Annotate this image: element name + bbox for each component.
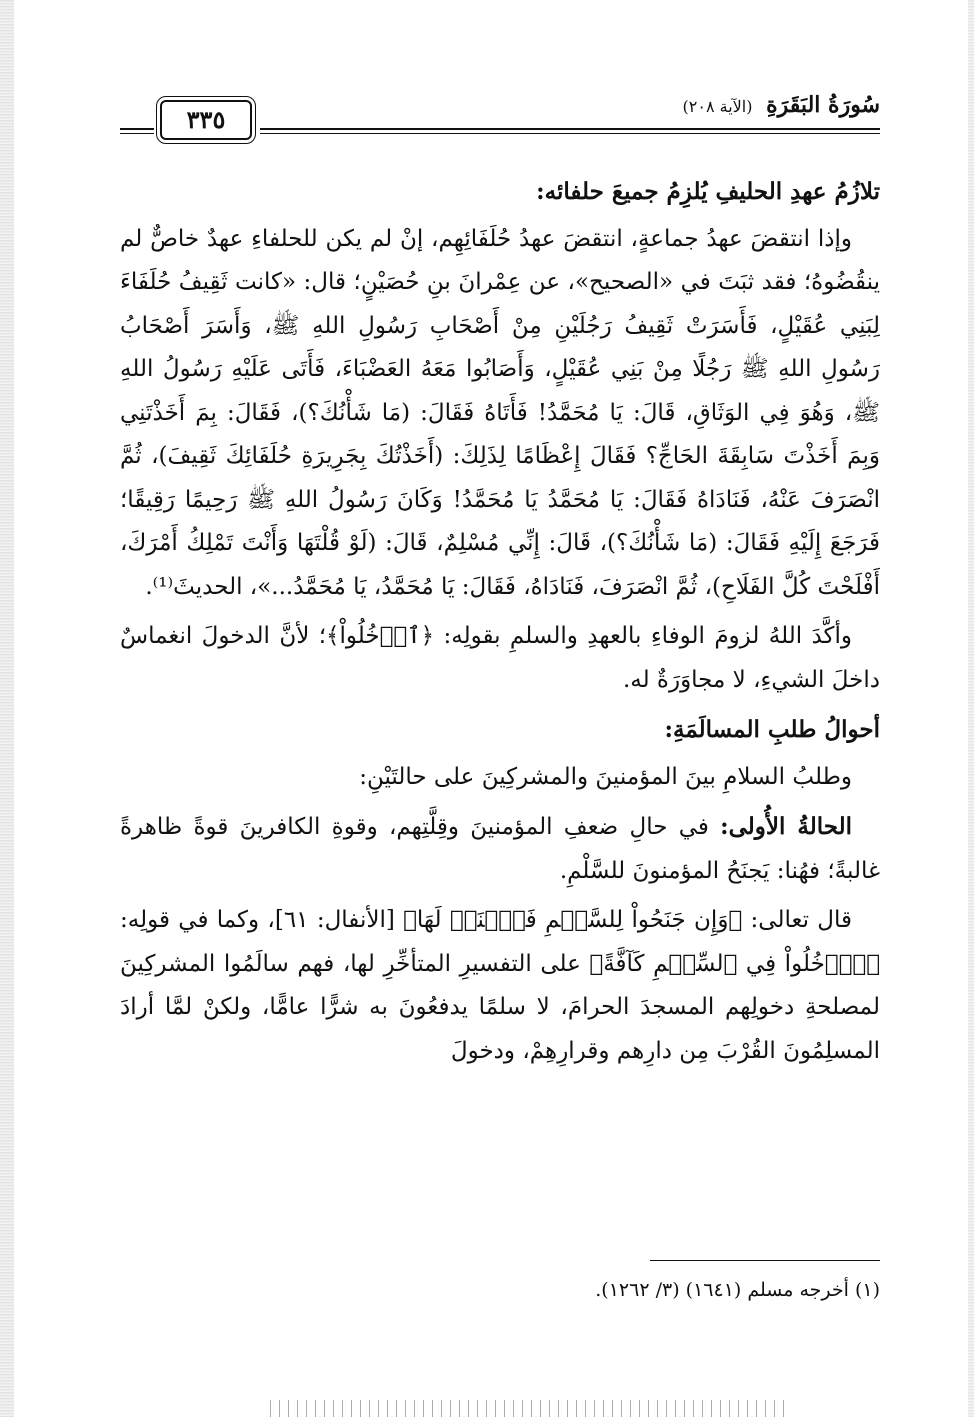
lead-label: الحالةُ الأُولى: — [720, 813, 852, 840]
header-rule — [260, 128, 880, 134]
paragraph: وأكَّدَ اللهُ لزومَ الوفاءِ بالعهدِ والسلمِ بقولِه: ﴿ٱدۡخُلُواْ﴾؛ لأنَّ الدخولَ انغماسٌ داخلَ الشيءِ، لا مجاوَرَةٌ له. — [120, 623, 880, 693]
scan-edge-bottom — [270, 1400, 790, 1417]
paragraph-with-lead — [120, 805, 880, 893]
verse-reference: (الآية ٢٠٨) — [682, 97, 753, 116]
paragraph: وإذا انتقضَ عهدُ جماعةٍ، انتقضَ عهدُ حُلَفَائِهِم، إنْ لم يكن للحلفاءِ عهدٌ خاصٌّ لم ينقُضُوهُ؛ فقد ثبَتَ في «الصحيح»، عن عِمْرانَ بنِ حُصَيْنٍ؛ قال: «كانت ثَقِيفُ حُلَفَاءَ لِبَنِي عُقَيْلٍ، فَأَسَرَتْ ثَقِيفُ رَجُلَيْنِ مِنْ أَصْحَابِ رَسُولِ اللهِ ﷺ، وَأَسَرَ أَصْحَابُ رَسُولِ اللهِ ﷺ رَجُلًا مِنْ بَنِي عُقَيْلٍ، وَأَصَابُوا مَعَهُ العَضْبَاءَ، فَأَتَى عَلَيْهِ رَسُولُ اللهِ ﷺ، وَهُوَ فِي الوَثَاقِ، قَالَ: يَا مُحَمَّدُ! فَأَتَاهُ فَقَالَ: (مَا شَأْنُكَ؟)، فَقَالَ: بِمَ أَخَذْتَنِي وَبِمَ أَخَذْتَ سَابِقَةَ الحَاجِّ؟ فَقَالَ إِعْظَامًا لِذَلِكَ: (أَخَذْتُكَ بِجَرِيرَةِ حُلَفَائِكَ ثَقِيفَ)، ثُمَّ انْصَرَفَ عَنْهُ، فَنَادَاهُ فَقَالَ: يَا مُحَمَّدُ يَا مُحَمَّدُ! وَكَانَ رَسُولُ اللهِ ﷺ رَحِيمًا رَقِيقًا؛ فَرَجَعَ إِلَيْهِ فَقَالَ: (مَا شَأْنُكَ؟)، قَالَ: إِنِّي مُسْلِمٌ، قَالَ: (لَوْ قُلْتَهَا وَأَنْتَ تَمْلِكُ أَمْرَكَ، أَفْلَحْتَ كُلَّ الفَلَاحِ)، ثُمَّ انْصَرَفَ، فَنَادَاهُ، فَقَالَ: يَا مُحَمَّدُ، يَا مُحَمَّدُ...»، الحديثَ⁽¹⁾. — [120, 225, 880, 600]
paragraph: وطلبُ السلامِ بينَ المؤمنينَ والمشركِينَ على حالتَيْنِ: — [359, 763, 852, 790]
page-header — [120, 90, 880, 142]
page-number: ٣٣٥ — [160, 100, 252, 140]
surah-title — [683, 92, 881, 118]
header-rule-left — [120, 128, 154, 134]
paragraph-text: في حالِ ضعفِ المؤمنينَ وقِلَّتِهم، وقوةِ الكافرينَ قوةً ظاهرةً غالبةً؛ فهُنا: يَجنَحُ المؤمنونَ للسَّلْمِ. — [120, 814, 880, 884]
paragraph: قال تعالى: ﴿وَإِن جَنَحُواْ لِلسَّلۡمِ فَٱجۡنَحۡ لَهَا﴾ [الأنفال: ٦١]، وكما في قولِه: ﴿ٱدۡخُلُواْ فِي ٱلسِّلۡمِ كَآفَّةً﴾ على التفسيرِ المتأخِّرِ لها، فهم سالَمُوا المشركِينَ لمصلحةِ دخولِهم المسجدَ الحرامَ، لا سلمًا يدفعُونَ به شرًّا عامًّا، ولكنْ لمَّا أرادَ المسلِمُونَ القُرْبَ مِن دارِهم وقرارِهِمْ، ودخولَ — [120, 907, 880, 1064]
footnote-rule — [650, 1260, 880, 1261]
scan-edge-left — [0, 0, 14, 1417]
section-heading: تلازُمُ عهدِ الحليفِ يُلزِمُ جميعَ حلفائه: — [536, 178, 880, 205]
page-body — [120, 170, 880, 1073]
scan-edge-right — [968, 0, 974, 1417]
footnote: (١) أخرجه مسلم (١٦٤١) (٣/ ١٢٦٢). — [595, 1279, 880, 1301]
surah-name: سُورَةُ البَقَرَةِ — [766, 92, 880, 118]
section-heading: أحوالُ طلبِ المسالَمَةِ: — [664, 716, 880, 743]
book-page — [120, 90, 880, 1301]
